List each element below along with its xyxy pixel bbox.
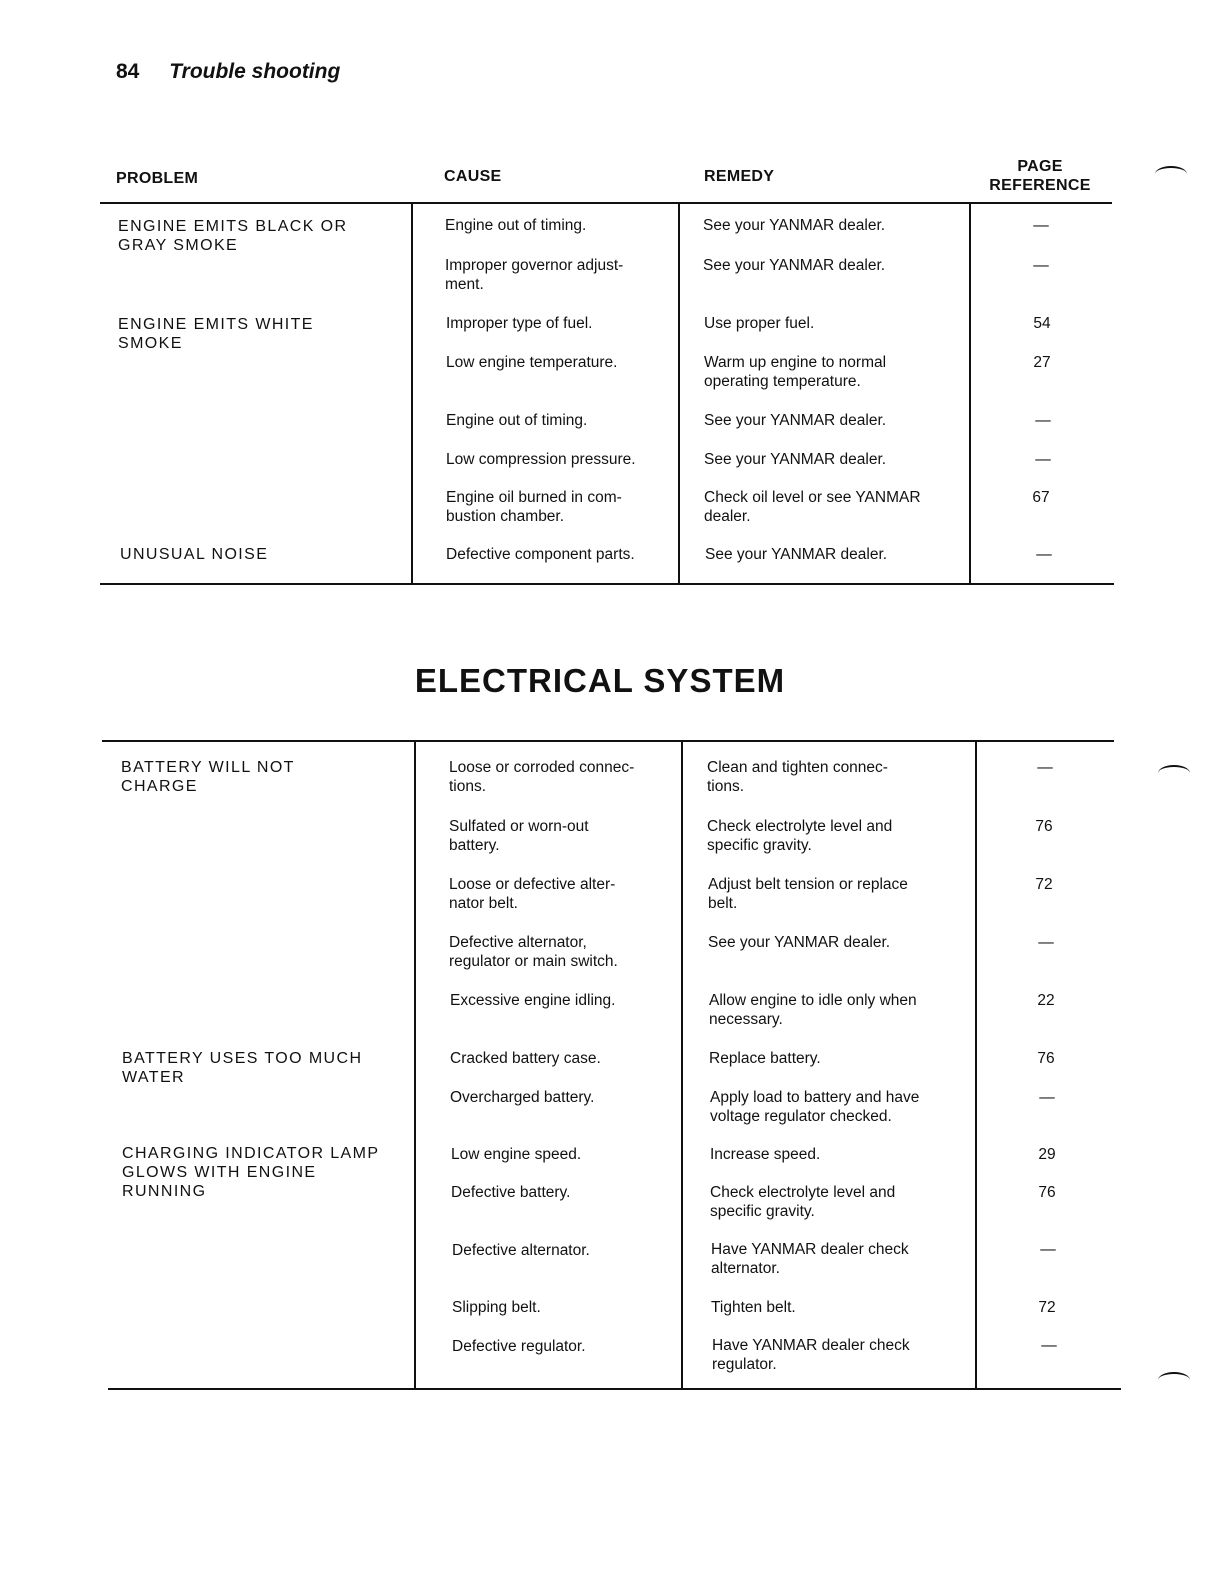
t1-row2-cause: Improper governor adjust- ment. bbox=[445, 257, 624, 293]
table2-divider-1 bbox=[414, 741, 416, 1389]
t2-row9-page: 76 bbox=[1038, 1184, 1056, 1201]
t1-row1-remedy: See your YANMAR dealer. bbox=[703, 217, 886, 234]
t2-row5-remedy: Allow engine to idle only when necessary. bbox=[709, 992, 917, 1028]
problem-charging-lamp: CHARGING INDICATOR LAMP GLOWS WITH ENGINE RUNNING bbox=[122, 1145, 380, 1200]
t1-row7-remedy: Check oil level or see YANMAR dealer. bbox=[704, 489, 921, 525]
t1-row7-cause: Engine oil burned in com- bustion chamber. bbox=[446, 489, 622, 525]
t2-row10-remedy: Have YANMAR dealer check alternator. bbox=[711, 1241, 909, 1277]
column-header-remedy: REMEDY bbox=[704, 168, 775, 185]
problem-battery-water: BATTERY USES TOO MUCH WATER bbox=[122, 1050, 363, 1086]
t2-row6-remedy: Replace battery. bbox=[709, 1050, 821, 1067]
table2-bottom-rule bbox=[108, 1388, 1121, 1390]
t1-row5-cause: Engine out of timing. bbox=[446, 412, 588, 429]
t2-row2-remedy: Check electrolyte level and specific gravity. bbox=[707, 818, 893, 854]
t2-row8-remedy: Increase speed. bbox=[710, 1146, 821, 1163]
table1-bottom-rule bbox=[100, 583, 1114, 585]
problem-battery-no-charge: BATTERY WILL NOT CHARGE bbox=[121, 759, 295, 795]
table1-divider-2 bbox=[678, 203, 680, 584]
t1-row6-remedy: See your YANMAR dealer. bbox=[704, 451, 887, 468]
t1-row4-page: 27 bbox=[1033, 354, 1051, 371]
t1-row1-page: — bbox=[1033, 217, 1049, 234]
t2-row4-remedy: See your YANMAR dealer. bbox=[708, 934, 891, 951]
t2-row11-remedy: Tighten belt. bbox=[711, 1299, 796, 1316]
problem-unusual-noise: UNUSUAL NOISE bbox=[120, 546, 269, 563]
t2-row9-cause: Defective battery. bbox=[451, 1184, 571, 1201]
t2-row4-page: — bbox=[1038, 934, 1054, 951]
t2-row8-page: 29 bbox=[1038, 1146, 1056, 1163]
page-number: 84 bbox=[116, 60, 140, 83]
t2-row11-page: 72 bbox=[1038, 1299, 1056, 1316]
t2-row1-remedy: Clean and tighten connec- tions. bbox=[707, 759, 888, 795]
t1-row5-remedy: See your YANMAR dealer. bbox=[704, 412, 887, 429]
t1-row6-cause: Low compression pressure. bbox=[446, 451, 636, 468]
table1-divider-1 bbox=[411, 203, 413, 584]
column-header-cause: CAUSE bbox=[444, 168, 502, 185]
table2-divider-3 bbox=[975, 741, 977, 1389]
t2-row7-remedy: Apply load to battery and have voltage regulator checked. bbox=[710, 1089, 920, 1125]
t2-row12-remedy: Have YANMAR dealer check regulator. bbox=[712, 1337, 910, 1373]
t2-row3-cause: Loose or defective alter- nator belt. bbox=[449, 876, 616, 912]
t1-row8-cause: Defective component parts. bbox=[446, 546, 635, 563]
t1-row6-page: — bbox=[1035, 451, 1051, 468]
section-title: ELECTRICAL SYSTEM bbox=[414, 662, 786, 699]
t1-row7-page: 67 bbox=[1032, 489, 1050, 506]
t2-row9-remedy: Check electrolyte level and specific gravity. bbox=[710, 1184, 896, 1220]
column-header-page-reference bbox=[980, 157, 1100, 195]
t2-row5-page: 22 bbox=[1037, 992, 1055, 1009]
t2-row1-cause: Loose or corroded connec- tions. bbox=[449, 759, 635, 795]
t2-row10-cause: Defective alternator. bbox=[452, 1242, 590, 1259]
t2-row7-page: — bbox=[1039, 1089, 1055, 1106]
problem-black-smoke: ENGINE EMITS BLACK OR GRAY SMOKE bbox=[118, 218, 348, 254]
page-title: Trouble shooting bbox=[169, 60, 341, 83]
t2-row11-cause: Slipping belt. bbox=[452, 1299, 541, 1316]
t1-row8-remedy: See your YANMAR dealer. bbox=[705, 546, 888, 563]
t2-row1-page: — bbox=[1037, 759, 1053, 776]
page-header bbox=[116, 60, 340, 84]
t1-row5-page: — bbox=[1035, 412, 1051, 429]
t2-row3-remedy: Adjust belt tension or replace belt. bbox=[708, 876, 908, 912]
t2-row4-cause: Defective alternator, regulator or main switch. bbox=[449, 934, 618, 970]
t2-row5-cause: Excessive engine idling. bbox=[450, 992, 616, 1009]
t2-row10-page: — bbox=[1040, 1241, 1056, 1258]
table1-divider-3 bbox=[969, 203, 971, 584]
column-header-page-line1: PAGE bbox=[1017, 158, 1063, 175]
table1-top-rule bbox=[100, 202, 1112, 204]
t1-row4-cause: Low engine temperature. bbox=[446, 354, 618, 371]
t1-row4-remedy: Warm up engine to normal operating temperature. bbox=[704, 354, 887, 390]
table2-divider-2 bbox=[681, 741, 683, 1389]
t2-row7-cause: Overcharged battery. bbox=[450, 1089, 595, 1106]
column-header-page-line2: REFERENCE bbox=[989, 177, 1091, 194]
t1-row8-page: — bbox=[1036, 546, 1052, 563]
table2-top-rule bbox=[102, 740, 1114, 742]
binder-curl-mark bbox=[1158, 765, 1190, 781]
column-header-problem: PROBLEM bbox=[116, 170, 199, 187]
t2-row8-cause: Low engine speed. bbox=[451, 1146, 582, 1163]
t2-row2-cause: Sulfated or worn-out battery. bbox=[449, 818, 589, 854]
t2-row12-cause: Defective regulator. bbox=[452, 1338, 586, 1355]
t1-row2-page: — bbox=[1033, 257, 1049, 274]
t2-row12-page: — bbox=[1041, 1337, 1057, 1354]
problem-white-smoke: ENGINE EMITS WHITE SMOKE bbox=[118, 316, 314, 352]
t2-row6-page: 76 bbox=[1037, 1050, 1055, 1067]
t1-row2-remedy: See your YANMAR dealer. bbox=[703, 257, 886, 274]
t1-row3-cause: Improper type of fuel. bbox=[446, 315, 593, 332]
t2-row6-cause: Cracked battery case. bbox=[450, 1050, 601, 1067]
t1-row1-cause: Engine out of timing. bbox=[445, 217, 587, 234]
t2-row3-page: 72 bbox=[1035, 876, 1053, 893]
t2-row2-page: 76 bbox=[1035, 818, 1053, 835]
binder-curl-mark bbox=[1155, 166, 1187, 182]
t1-row3-remedy: Use proper fuel. bbox=[704, 315, 815, 332]
binder-curl-mark bbox=[1158, 1372, 1190, 1388]
t1-row3-page: 54 bbox=[1033, 315, 1051, 332]
